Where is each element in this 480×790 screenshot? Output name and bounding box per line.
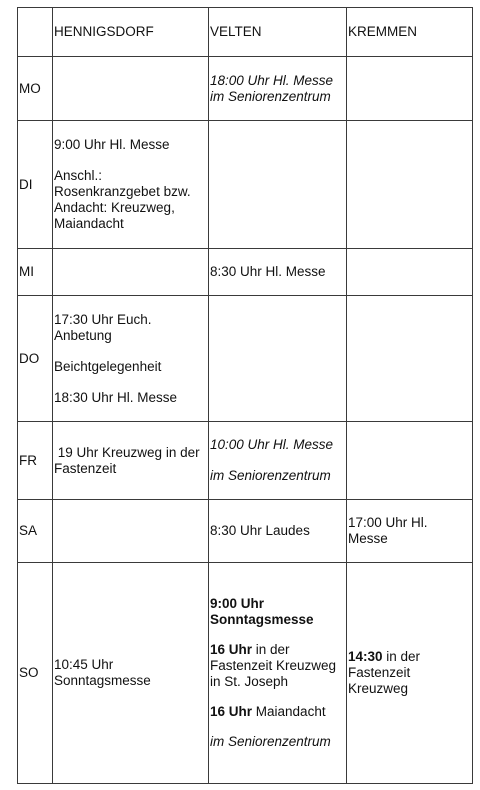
header-velten: VELTEN: [209, 8, 347, 57]
row-mo: [18, 57, 473, 121]
so-hennigsdorf: 10:45 Uhr Sonntagsmesse: [53, 563, 209, 784]
mo-velten: [209, 57, 347, 121]
fr-velten-line2: im Seniorenzentrum: [210, 468, 331, 483]
header-corner: [18, 8, 53, 57]
fr-kremmen: [347, 422, 473, 500]
so-velten-line2-time: 16 Uhr: [210, 642, 253, 657]
so-kremmen: [347, 563, 473, 784]
day-so: SO: [18, 563, 53, 784]
fr-hennigsdorf: 19 Uhr Kreuzweg in der Fastenzeit: [53, 422, 209, 500]
so-velten-line3-time: 16 Uhr: [210, 704, 253, 719]
mo-hennigsdorf: [53, 57, 209, 121]
day-di: DI: [18, 121, 53, 249]
row-do: [18, 296, 473, 422]
mo-velten-line1: 18:00 Uhr Hl. Messe: [210, 72, 334, 88]
do-hennigsdorf: [53, 296, 209, 422]
row-fr: [18, 422, 473, 500]
row-di: [18, 121, 473, 249]
sa-kremmen: 17:00 Uhr Hl. Messe: [347, 500, 473, 563]
mo-velten-line2: im Seniorenzentrum: [210, 88, 331, 104]
so-velten-line2-text: in der Fastenzeit Kreuzweg in St. Joseph: [210, 642, 337, 689]
header-hennigsdorf: HENNIGSDORF: [53, 8, 209, 57]
so-velten-line2: [210, 642, 345, 690]
di-hennigsdorf-line1: 9:00 Uhr Hl. Messe: [54, 137, 170, 152]
row-so: [18, 563, 473, 784]
sa-hennigsdorf: [53, 500, 209, 563]
sa-velten: 8:30 Uhr Laudes: [209, 500, 347, 563]
mo-kremmen: [347, 57, 473, 121]
row-mi: [18, 249, 473, 296]
so-velten: [209, 563, 347, 784]
so-kremmen-text: in der Fastenzeit Kreuzweg: [348, 649, 421, 696]
header-row: [18, 8, 473, 57]
day-do: DO: [18, 296, 53, 422]
fr-velten: [209, 422, 347, 500]
mi-hennigsdorf: [53, 249, 209, 296]
row-sa: [18, 500, 473, 563]
so-velten-line4: im Seniorenzentrum: [210, 734, 331, 749]
day-sa: SA: [18, 500, 53, 563]
so-kremmen-time: 14:30: [348, 649, 383, 664]
do-hennigsdorf-line3: 18:30 Uhr Hl. Messe: [54, 389, 178, 405]
so-velten-line3-text: Maiandacht: [252, 704, 326, 719]
day-fr: FR: [18, 422, 53, 500]
di-hennigsdorf: [53, 121, 209, 249]
so-velten-line3: [210, 704, 345, 720]
day-mo: MO: [18, 57, 53, 121]
so-velten-line1: 9:00 Uhr Sonntagsmesse: [210, 596, 314, 627]
do-velten: [209, 296, 347, 422]
do-hennigsdorf-line2: Beichtgelegenheit: [54, 358, 162, 374]
schedule-table: [17, 7, 473, 784]
di-hennigsdorf-line2: Anschl.: Rosenkranzgebet bzw. Andacht: Kreuzweg, Maiandacht: [54, 168, 191, 231]
do-kremmen: [347, 296, 473, 422]
mi-kremmen: [347, 249, 473, 296]
fr-velten-line1: 10:00 Uhr Hl. Messe: [210, 437, 334, 452]
day-mi: MI: [18, 249, 53, 296]
do-hennigsdorf-line1: 17:30 Uhr Euch. Anbetung: [54, 311, 152, 343]
header-kremmen: KREMMEN: [347, 8, 473, 57]
di-kremmen: [347, 121, 473, 249]
mi-velten: 8:30 Uhr Hl. Messe: [209, 249, 347, 296]
di-velten: [209, 121, 347, 249]
